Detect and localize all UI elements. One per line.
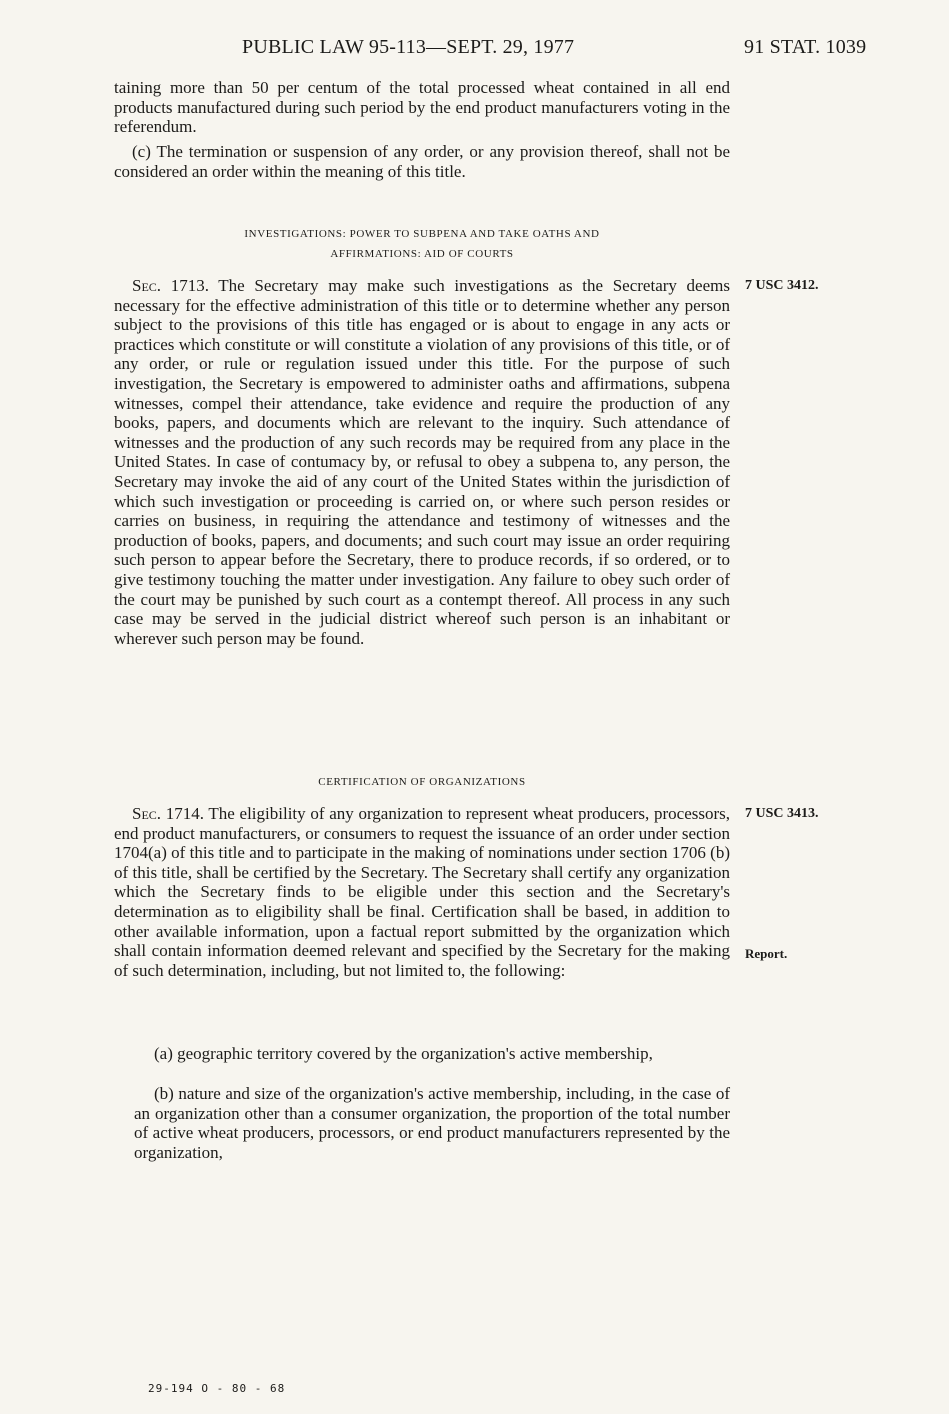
footer-print-code: 29-194 O - 80 - 68 <box>148 1382 286 1395</box>
section-1714 <box>114 804 730 980</box>
section-1714-text: The eligibility of any organization to represent wheat producers, processors, end product manufacturers, or consumers to request the issuance of an order under section 1704(a) of this title and to participate in the making of nominations under section 1706 (b) of this title, shall be certified by the Secretary. The Secretary shall certify any organization which the Secretary finds to be eligible under this section and the Secretary's determination as to eligibility shall be final. Certification shall be based, in addition to other available information, upon a factual report submitted by the organization which shall contain information deemed relevant and specified by the Secretary for the making of such determination, including, but not limited to, the following: <box>114 804 730 980</box>
section-1713-label: Sec. 1713. <box>132 276 209 295</box>
section-1713 <box>114 276 730 648</box>
heading-line-1: INVESTIGATIONS: POWER TO SUBPENA AND TAKE OATHS AND <box>244 228 600 240</box>
page-header-stat-number: 91 STAT. 1039 <box>744 36 867 58</box>
margin-note-report: Report. <box>745 946 788 961</box>
list-item-a: (a) geographic territory covered by the organization's active membership, <box>154 1044 653 1063</box>
section-1713-text: The Secretary may make such investigations as the Secretary deems necessary for the effective administration of this title or to determine whether any person subject to the provisions of this title has engaged or is about to engage in any acts or practices which constitute or will constitute a violation of any provisions of this title, or of any order, or rule or regulation issued under this title. For the purpose of such investigation, the Secretary is empowered to administer oaths and affirmations, subpena witnesses, compel their attendance, take evidence and require the production of any books, papers, and documents which are relevant to the inquiry. Such attendance of witnesses and the production of any such records may be required from any place in the United States. In case of contumacy by, or refusal to obey a subpena to, any person, the Secretary may invoke the aid of any court of the United States within the jurisdiction of which such investigation or proceeding is carried on, or where such person resides or carries on business, in requiring the attendance and testimony of witnesses and the production of books, papers, and documents; and such court may issue an order requiring such person to appear before the Secretary, there to produce records, if so ordered, or to give testimony touching the matter under investigation. Any failure to obey such order of the court may be punished by such court as a contempt thereof. All process in any such case may be served in the judicial district whereof such person is an inhabitant or wherever such person may be found. <box>114 276 730 648</box>
continued-paragraph: taining more than 50 per centum of the total processed wheat contained in all end products manufactured during such period by the end product manufacturers voting in the referendum. <box>114 78 730 137</box>
section-heading-investigations <box>114 224 730 264</box>
section-1714-label: Sec. 1714. <box>132 804 204 823</box>
heading-line-2: AFFIRMATIONS: AID OF COURTS <box>330 248 514 260</box>
page-header-title: PUBLIC LAW 95-113—SEPT. 29, 1977 <box>242 36 575 58</box>
section-heading-certification: CERTIFICATION OF ORGANIZATIONS <box>318 776 526 788</box>
list-item-b: (b) nature and size of the organization's active membership, including, in the case of an organization other than a consumer organization, the proportion of the total number of active wheat producers, processors, or end product manufacturers represented by the organization, <box>134 1084 730 1162</box>
margin-note-usc-3412: 7 USC 3412. <box>745 278 819 293</box>
paragraph-c: (c) The termination or suspension of any order, or any provision thereof, shall not be considered an order within the meaning of this title. <box>114 142 730 181</box>
margin-note-usc-3413: 7 USC 3413. <box>745 806 819 821</box>
